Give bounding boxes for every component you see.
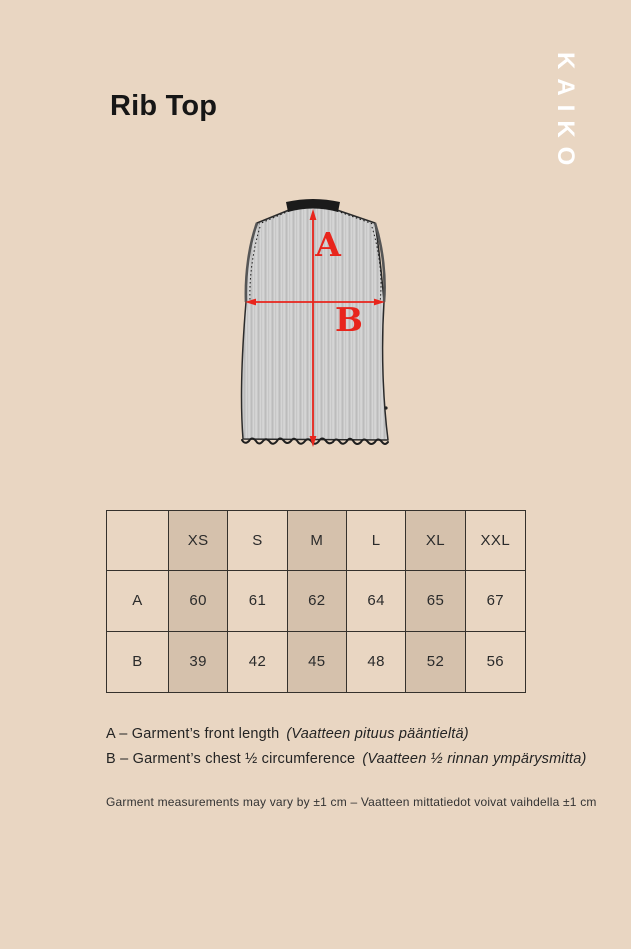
value-b-s: 42 <box>228 632 287 692</box>
measure-label-b: B <box>335 300 363 339</box>
size-col-xxl: XXL <box>466 511 525 571</box>
value-b-xxl: 56 <box>486 653 505 671</box>
size-col-xl: XL <box>406 511 465 571</box>
legend-line-b <box>106 751 587 767</box>
value-b-xs: 39 <box>169 632 228 692</box>
size-col-m: M <box>288 511 347 571</box>
size-col-l: L <box>347 511 406 571</box>
value-a-xxl: 67 <box>466 571 525 631</box>
page-title: Rib Top <box>110 90 218 122</box>
legend-a-english: A – Garment’s front length <box>106 726 280 742</box>
legend-b-english: B – Garment’s chest ½ circumference <box>106 751 356 767</box>
row-label-b: B <box>107 632 169 692</box>
size-col-s: S <box>228 511 287 571</box>
value-b-l: 48 <box>347 632 406 692</box>
garment-diagram <box>228 190 398 460</box>
value-a-m: 62 <box>288 571 347 631</box>
kaiko-logo: KAIKO <box>552 52 579 175</box>
value-a-xs: 60 <box>169 571 228 631</box>
measurement-legend <box>106 726 587 776</box>
legend-line-a <box>106 726 587 742</box>
side-label-dot <box>384 406 387 409</box>
row-label-a: A <box>107 571 169 631</box>
tolerance-note: Garment measurements may vary by ±1 cm – Vaatteen mittatiedot voivat vaihdella ±1 cm <box>106 795 597 809</box>
legend-a-finnish: (Vaatteen pituus pääntieltä) <box>286 726 469 742</box>
value-a-xl: 65 <box>406 571 465 631</box>
value-b-m: 45 <box>288 632 347 692</box>
size-table <box>106 510 526 693</box>
table-corner-cell <box>107 511 169 571</box>
size-col-xs: XS <box>169 511 228 571</box>
value-b-xl: 52 <box>406 632 465 692</box>
value-a-s: 61 <box>228 571 287 631</box>
measure-label-a: A <box>315 225 341 264</box>
legend-b-finnish: (Vaatteen ½ rinnan ympärysmitta) <box>362 751 587 767</box>
value-a-l: 64 <box>347 571 406 631</box>
